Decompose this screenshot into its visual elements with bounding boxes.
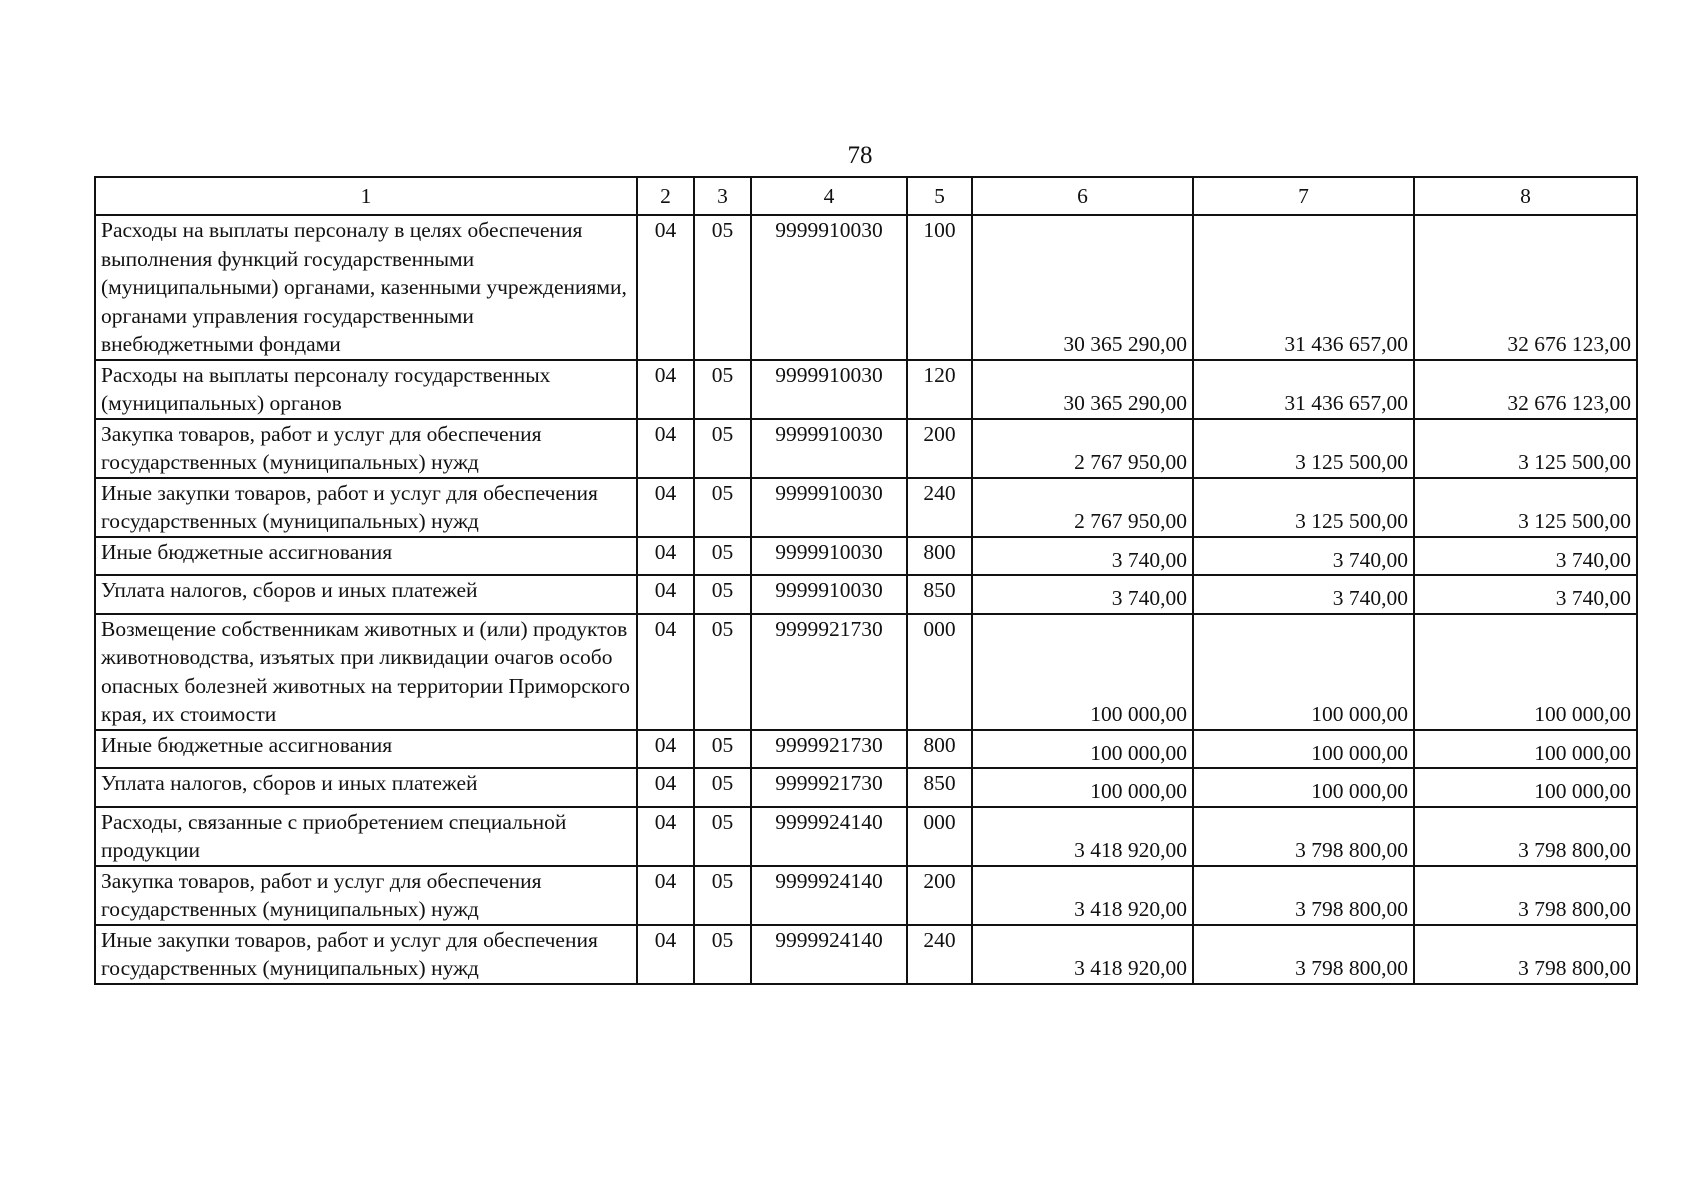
row-amount-col6: 3 418 920,00 [972, 807, 1193, 866]
row-amount-col6: 2 767 950,00 [972, 478, 1193, 537]
row-description: Уплата налогов, сборов и иных платежей [95, 575, 637, 614]
row-amount-col7: 100 000,00 [1193, 730, 1414, 769]
table-row [95, 807, 1637, 866]
row-subsection: 05 [694, 614, 751, 730]
row-description: Иные закупки товаров, работ и услуг для обеспечения государственных (муниципальных) нужд [95, 925, 637, 984]
row-amount-col8: 32 676 123,00 [1414, 360, 1637, 419]
header-cell-2: 2 [637, 177, 694, 215]
row-amount-col6: 3 418 920,00 [972, 925, 1193, 984]
row-target-code: 9999910030 [751, 575, 907, 614]
row-target-code: 9999910030 [751, 537, 907, 576]
row-description: Расходы, связанные с приобретением специальной продукции [95, 807, 637, 866]
header-cell-5: 5 [907, 177, 972, 215]
row-amount-col7: 100 000,00 [1193, 614, 1414, 730]
row-expense-type: 850 [907, 768, 972, 807]
row-description: Иные бюджетные ассигнования [95, 537, 637, 576]
row-amount-col7: 31 436 657,00 [1193, 215, 1414, 360]
row-expense-type: 120 [907, 360, 972, 419]
row-subsection: 05 [694, 768, 751, 807]
header-cell-3: 3 [694, 177, 751, 215]
row-subsection: 05 [694, 575, 751, 614]
row-expense-type: 800 [907, 730, 972, 769]
row-expense-type: 240 [907, 478, 972, 537]
row-subsection: 05 [694, 866, 751, 925]
row-amount-col8: 3 125 500,00 [1414, 478, 1637, 537]
table-row [95, 614, 1637, 730]
row-description: Возмещение собственникам животных и (или) продуктов животноводства, изъятых при ликвидации очагов особо опасных болезней животных на территории Приморского края, их стоимости [95, 614, 637, 730]
row-amount-col7: 100 000,00 [1193, 768, 1414, 807]
row-amount-col8: 3 125 500,00 [1414, 419, 1637, 478]
table-row [95, 537, 1637, 576]
row-section: 04 [637, 360, 694, 419]
row-amount-col7: 3 798 800,00 [1193, 807, 1414, 866]
row-amount-col8: 3 798 800,00 [1414, 925, 1637, 984]
row-amount-col8: 100 000,00 [1414, 730, 1637, 769]
table-body [95, 215, 1637, 984]
row-section: 04 [637, 768, 694, 807]
row-subsection: 05 [694, 419, 751, 478]
row-amount-col8: 100 000,00 [1414, 768, 1637, 807]
header-cell-1: 1 [95, 177, 637, 215]
row-target-code: 9999924140 [751, 866, 907, 925]
row-section: 04 [637, 807, 694, 866]
table-row [95, 215, 1637, 360]
row-amount-col7: 3 740,00 [1193, 575, 1414, 614]
row-subsection: 05 [694, 730, 751, 769]
row-subsection: 05 [694, 478, 751, 537]
row-target-code: 9999924140 [751, 925, 907, 984]
row-expense-type: 100 [907, 215, 972, 360]
row-amount-col7: 3 798 800,00 [1193, 866, 1414, 925]
row-description: Закупка товаров, работ и услуг для обеспечения государственных (муниципальных) нужд [95, 866, 637, 925]
row-description: Расходы на выплаты персоналу в целях обеспечения выполнения функций государственными (муниципальными) органами, казенными учреждениями, органами управления государственными внебюджетными фондами [95, 215, 637, 360]
row-description: Закупка товаров, работ и услуг для обеспечения государственных (муниципальных) нужд [95, 419, 637, 478]
header-cell-4: 4 [751, 177, 907, 215]
row-expense-type: 000 [907, 807, 972, 866]
row-amount-col8: 3 798 800,00 [1414, 866, 1637, 925]
row-amount-col7: 3 125 500,00 [1193, 478, 1414, 537]
row-expense-type: 000 [907, 614, 972, 730]
row-target-code: 9999921730 [751, 730, 907, 769]
table-row [95, 866, 1637, 925]
row-amount-col7: 31 436 657,00 [1193, 360, 1414, 419]
table-row [95, 575, 1637, 614]
row-amount-col6: 100 000,00 [972, 614, 1193, 730]
row-subsection: 05 [694, 807, 751, 866]
row-expense-type: 850 [907, 575, 972, 614]
row-description: Уплата налогов, сборов и иных платежей [95, 768, 637, 807]
header-cell-6: 6 [972, 177, 1193, 215]
table-row [95, 730, 1637, 769]
row-target-code: 9999910030 [751, 419, 907, 478]
row-amount-col6: 30 365 290,00 [972, 360, 1193, 419]
row-section: 04 [637, 614, 694, 730]
row-amount-col8: 32 676 123,00 [1414, 215, 1637, 360]
header-cell-7: 7 [1193, 177, 1414, 215]
row-subsection: 05 [694, 537, 751, 576]
row-amount-col7: 3 740,00 [1193, 537, 1414, 576]
table-row [95, 478, 1637, 537]
header-row [95, 177, 1637, 215]
table-row [95, 768, 1637, 807]
row-description: Иные закупки товаров, работ и услуг для обеспечения государственных (муниципальных) нужд [95, 478, 637, 537]
row-expense-type: 200 [907, 419, 972, 478]
table-header [95, 177, 1637, 215]
row-amount-col7: 3 798 800,00 [1193, 925, 1414, 984]
row-target-code: 9999921730 [751, 768, 907, 807]
table-row [95, 419, 1637, 478]
row-amount-col7: 3 125 500,00 [1193, 419, 1414, 478]
row-target-code: 9999910030 [751, 215, 907, 360]
row-section: 04 [637, 478, 694, 537]
row-subsection: 05 [694, 360, 751, 419]
row-expense-type: 240 [907, 925, 972, 984]
row-amount-col8: 3 740,00 [1414, 537, 1637, 576]
row-amount-col6: 3 740,00 [972, 537, 1193, 576]
row-section: 04 [637, 419, 694, 478]
table-row [95, 360, 1637, 419]
header-cell-8: 8 [1414, 177, 1637, 215]
row-amount-col6: 100 000,00 [972, 768, 1193, 807]
row-section: 04 [637, 537, 694, 576]
row-section: 04 [637, 866, 694, 925]
row-expense-type: 800 [907, 537, 972, 576]
budget-table [94, 176, 1638, 985]
row-target-code: 9999924140 [751, 807, 907, 866]
row-section: 04 [637, 730, 694, 769]
row-subsection: 05 [694, 215, 751, 360]
row-amount-col8: 100 000,00 [1414, 614, 1637, 730]
row-section: 04 [637, 575, 694, 614]
row-expense-type: 200 [907, 866, 972, 925]
row-subsection: 05 [694, 925, 751, 984]
row-target-code: 9999910030 [751, 360, 907, 419]
table-row [95, 925, 1637, 984]
page-number: 78 [847, 142, 873, 169]
row-amount-col8: 3 740,00 [1414, 575, 1637, 614]
row-description: Расходы на выплаты персоналу государственных (муниципальных) органов [95, 360, 637, 419]
row-amount-col6: 3 740,00 [972, 575, 1193, 614]
row-description: Иные бюджетные ассигнования [95, 730, 637, 769]
row-amount-col6: 2 767 950,00 [972, 419, 1193, 478]
row-amount-col6: 30 365 290,00 [972, 215, 1193, 360]
row-amount-col6: 100 000,00 [972, 730, 1193, 769]
row-target-code: 9999910030 [751, 478, 907, 537]
row-amount-col8: 3 798 800,00 [1414, 807, 1637, 866]
row-section: 04 [637, 215, 694, 360]
row-amount-col6: 3 418 920,00 [972, 866, 1193, 925]
row-section: 04 [637, 925, 694, 984]
row-target-code: 9999921730 [751, 614, 907, 730]
